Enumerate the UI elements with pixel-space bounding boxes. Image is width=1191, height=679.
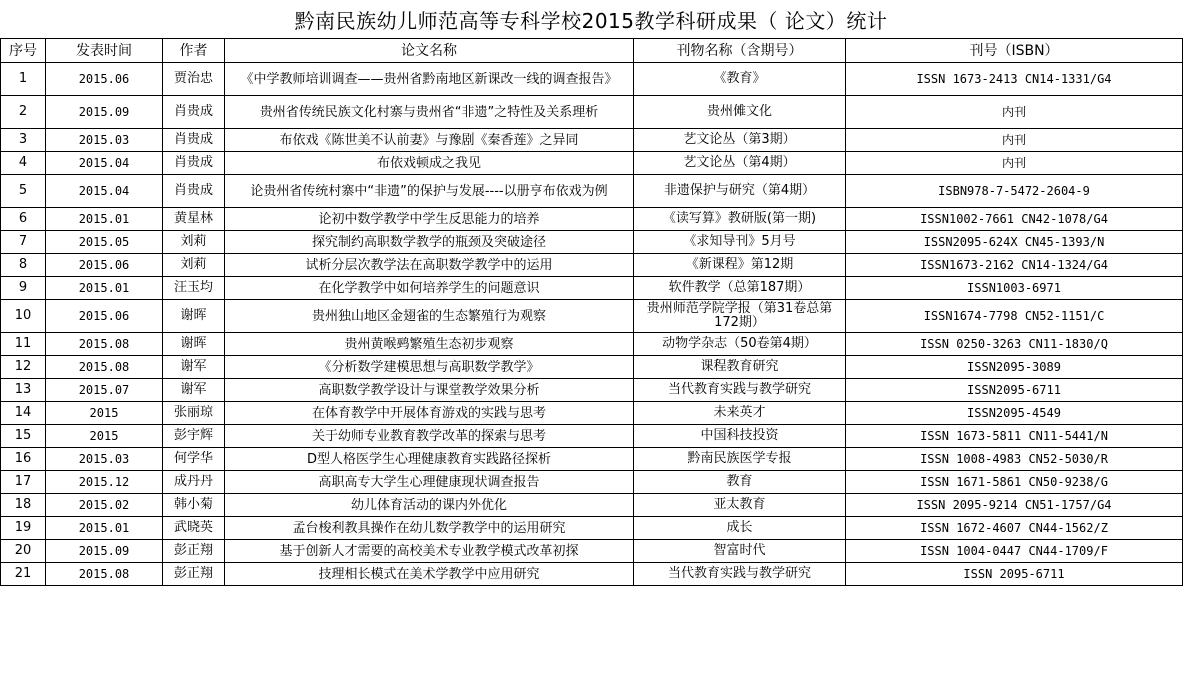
cell-journal[interactable]: 艺文论丛（第4期） bbox=[634, 152, 846, 175]
cell-journal[interactable]: 亚太教育 bbox=[634, 494, 846, 517]
cell-no[interactable]: 16 bbox=[1, 448, 46, 471]
cell-date[interactable]: 2015.09 bbox=[46, 96, 163, 129]
cell-author[interactable]: 刘莉 bbox=[163, 231, 225, 254]
cell-issn[interactable]: ISSN1674-7798 CN52-1151/C bbox=[846, 300, 1183, 333]
cell-paper[interactable]: 幼儿体育活动的课内外优化 bbox=[225, 494, 634, 517]
cell-issn[interactable]: ISSN 1673-2413 CN14-1331/G4 bbox=[846, 63, 1183, 96]
cell-journal[interactable]: 艺文论丛（第3期） bbox=[634, 129, 846, 152]
cell-author[interactable]: 肖贵成 bbox=[163, 175, 225, 208]
cell-issn[interactable]: ISSN 1671-5861 CN50-9238/G bbox=[846, 471, 1183, 494]
table-row bbox=[1, 208, 1183, 231]
cell-issn[interactable]: ISSN 1672-4607 CN44-1562/Z bbox=[846, 517, 1183, 540]
cell-no[interactable]: 8 bbox=[1, 254, 46, 277]
cell-date[interactable]: 2015.04 bbox=[46, 175, 163, 208]
table-row bbox=[1, 129, 1183, 152]
cell-journal[interactable]: 智富时代 bbox=[634, 540, 846, 563]
cell-paper[interactable]: 试析分层次教学法在高职数学教学中的运用 bbox=[225, 254, 634, 277]
cell-date[interactable]: 2015.06 bbox=[46, 254, 163, 277]
cell-paper[interactable]: 《分析数学建模思想与高职数学教学》 bbox=[225, 356, 634, 379]
table-row bbox=[1, 356, 1183, 379]
cell-no[interactable]: 17 bbox=[1, 471, 46, 494]
cell-no[interactable]: 1 bbox=[1, 63, 46, 96]
cell-journal[interactable]: 《新课程》第12期 bbox=[634, 254, 846, 277]
cell-journal[interactable]: 贵州傩文化 bbox=[634, 96, 846, 129]
cell-author[interactable]: 韩小菊 bbox=[163, 494, 225, 517]
table-row bbox=[1, 379, 1183, 402]
header-no[interactable]: 序号 bbox=[1, 39, 46, 63]
cell-journal[interactable]: 《求知导刊》5月号 bbox=[634, 231, 846, 254]
cell-journal[interactable]: 黔南民族医学专报 bbox=[634, 448, 846, 471]
cell-issn[interactable]: ISSN 0250-3263 CN11-1830/Q bbox=[846, 333, 1183, 356]
cell-no[interactable]: 20 bbox=[1, 540, 46, 563]
cell-issn[interactable]: ISSN1673-2162 CN14-1324/G4 bbox=[846, 254, 1183, 277]
cell-author[interactable]: 黄星林 bbox=[163, 208, 225, 231]
cell-no[interactable]: 15 bbox=[1, 425, 46, 448]
cell-issn[interactable]: ISSN 1004-0447 CN44-1709/F bbox=[846, 540, 1183, 563]
table-row bbox=[1, 254, 1183, 277]
table-header-row bbox=[1, 39, 1183, 63]
cell-date[interactable]: 2015.12 bbox=[46, 471, 163, 494]
cell-paper[interactable]: 贵州独山地区金翅雀的生态繁殖行为观察 bbox=[225, 300, 634, 333]
table-row bbox=[1, 517, 1183, 540]
cell-journal[interactable]: 课程教育研究 bbox=[634, 356, 846, 379]
cell-date[interactable]: 2015.09 bbox=[46, 540, 163, 563]
cell-no[interactable]: 6 bbox=[1, 208, 46, 231]
sheet-title: 黔南民族幼儿师范高等专科学校2015教学科研成果（ 论文）统计 bbox=[294, 8, 888, 33]
cell-paper[interactable]: 孟台梭利教具操作在幼儿数学教学中的运用研究 bbox=[225, 517, 634, 540]
table-row bbox=[1, 563, 1183, 586]
table-row bbox=[1, 333, 1183, 356]
cell-author[interactable]: 肖贵成 bbox=[163, 152, 225, 175]
table-row bbox=[1, 175, 1183, 208]
papers-table bbox=[0, 38, 1183, 586]
cell-no[interactable]: 9 bbox=[1, 277, 46, 300]
cell-date[interactable]: 2015.04 bbox=[46, 152, 163, 175]
cell-no[interactable]: 5 bbox=[1, 175, 46, 208]
table-row bbox=[1, 63, 1183, 96]
cell-issn[interactable]: ISSN2095-624X CN45-1393/N bbox=[846, 231, 1183, 254]
table-row bbox=[1, 540, 1183, 563]
cell-journal[interactable]: 《教育》 bbox=[634, 63, 846, 96]
cell-date[interactable]: 2015.06 bbox=[46, 63, 163, 96]
cell-date[interactable]: 2015.05 bbox=[46, 231, 163, 254]
table-row bbox=[1, 277, 1183, 300]
cell-author[interactable]: 肖贵成 bbox=[163, 96, 225, 129]
cell-no[interactable]: 2 bbox=[1, 96, 46, 129]
table-row bbox=[1, 96, 1183, 129]
cell-paper[interactable]: 《中学教师培训调查——贵州省黔南地区新课改一线的调查报告》 bbox=[225, 63, 634, 96]
cell-no[interactable]: 13 bbox=[1, 379, 46, 402]
cell-date[interactable]: 2015.01 bbox=[46, 517, 163, 540]
cell-date[interactable]: 2015 bbox=[46, 425, 163, 448]
cell-no[interactable]: 19 bbox=[1, 517, 46, 540]
header-journal[interactable]: 刊物名称（含期号） bbox=[634, 39, 846, 63]
cell-author[interactable]: 谢晖 bbox=[163, 300, 225, 333]
cell-paper[interactable]: 技理相长模式在美术学教学中应用研究 bbox=[225, 563, 634, 586]
cell-author[interactable]: 谢晖 bbox=[163, 333, 225, 356]
cell-no[interactable]: 21 bbox=[1, 563, 46, 586]
cell-author[interactable]: 谢军 bbox=[163, 379, 225, 402]
cell-issn[interactable]: 内刊 bbox=[846, 129, 1183, 152]
table-row bbox=[1, 152, 1183, 175]
cell-paper[interactable]: 高职数学教学设计与课堂教学效果分析 bbox=[225, 379, 634, 402]
cell-paper[interactable]: 关于幼师专业教育教学改革的探索与思考 bbox=[225, 425, 634, 448]
cell-author[interactable]: 谢军 bbox=[163, 356, 225, 379]
cell-issn[interactable]: 内刊 bbox=[846, 152, 1183, 175]
cell-author[interactable]: 贾治忠 bbox=[163, 63, 225, 96]
cell-journal[interactable]: 《读写算》教研版(第一期) bbox=[634, 208, 846, 231]
cell-date[interactable]: 2015.03 bbox=[46, 129, 163, 152]
cell-no[interactable]: 7 bbox=[1, 231, 46, 254]
cell-no[interactable]: 12 bbox=[1, 356, 46, 379]
cell-author[interactable]: 汪玉均 bbox=[163, 277, 225, 300]
cell-no[interactable]: 18 bbox=[1, 494, 46, 517]
table-row bbox=[1, 300, 1183, 333]
cell-author[interactable]: 彭正翔 bbox=[163, 563, 225, 586]
cell-author[interactable]: 张丽琼 bbox=[163, 402, 225, 425]
cell-paper[interactable]: 在化学教学中如何培养学生的问题意识 bbox=[225, 277, 634, 300]
cell-paper[interactable]: D型人格医学生心理健康教育实践路径探析 bbox=[225, 448, 634, 471]
cell-author[interactable]: 刘莉 bbox=[163, 254, 225, 277]
cell-paper[interactable]: 布依戏顿成之我见 bbox=[225, 152, 634, 175]
cell-no[interactable]: 14 bbox=[1, 402, 46, 425]
cell-journal[interactable]: 成长 bbox=[634, 517, 846, 540]
header-issn[interactable]: 刊号（ISBN） bbox=[846, 39, 1183, 63]
cell-paper[interactable]: 在体育教学中开展体育游戏的实践与思考 bbox=[225, 402, 634, 425]
cell-date[interactable]: 2015 bbox=[46, 402, 163, 425]
table-row bbox=[1, 402, 1183, 425]
table-row bbox=[1, 231, 1183, 254]
cell-date[interactable]: 2015.01 bbox=[46, 208, 163, 231]
cell-paper[interactable]: 论贵州省传统村寨中“非遗”的保护与发展----以册亨布依戏为例 bbox=[225, 175, 634, 208]
cell-issn[interactable]: ISSN2095-3089 bbox=[846, 356, 1183, 379]
table-row bbox=[1, 471, 1183, 494]
cell-date[interactable]: 2015.08 bbox=[46, 333, 163, 356]
table-row bbox=[1, 448, 1183, 471]
cell-issn[interactable]: ISSN2095-4549 bbox=[846, 402, 1183, 425]
header-date[interactable]: 发表时间 bbox=[46, 39, 163, 63]
table-row bbox=[1, 425, 1183, 448]
cell-paper[interactable]: 布依戏《陈世美不认前妻》与豫剧《秦香莲》之异同 bbox=[225, 129, 634, 152]
cell-paper[interactable]: 贵州黄喉鹀繁殖生态初步观察 bbox=[225, 333, 634, 356]
cell-no[interactable]: 10 bbox=[1, 300, 46, 333]
cell-journal[interactable]: 动物学杂志（50卷第4期） bbox=[634, 333, 846, 356]
cell-date[interactable]: 2015.02 bbox=[46, 494, 163, 517]
cell-issn[interactable]: ISSN 2095-9214 CN51-1757/G4 bbox=[846, 494, 1183, 517]
cell-journal[interactable]: 非遗保护与研究（第4期） bbox=[634, 175, 846, 208]
cell-no[interactable]: 11 bbox=[1, 333, 46, 356]
cell-paper[interactable]: 贵州省传统民族文化村寨与贵州省“非遗”之特性及关系理析 bbox=[225, 96, 634, 129]
cell-date[interactable]: 2015.03 bbox=[46, 448, 163, 471]
cell-date[interactable]: 2015.08 bbox=[46, 356, 163, 379]
cell-author[interactable]: 何学华 bbox=[163, 448, 225, 471]
header-author[interactable]: 作者 bbox=[163, 39, 225, 63]
cell-issn[interactable]: ISSN2095-6711 bbox=[846, 379, 1183, 402]
cell-journal[interactable]: 中国科技投资 bbox=[634, 425, 846, 448]
cell-journal[interactable]: 贵州师范学院学报（第31卷总第172期） bbox=[634, 300, 846, 333]
cell-issn[interactable]: ISBN978-7-5472-2604-9 bbox=[846, 175, 1183, 208]
cell-date[interactable]: 2015.01 bbox=[46, 277, 163, 300]
table-row bbox=[1, 494, 1183, 517]
cell-paper[interactable]: 高职高专大学生心理健康现状调查报告 bbox=[225, 471, 634, 494]
cell-author[interactable]: 彭宇辉 bbox=[163, 425, 225, 448]
cell-journal[interactable]: 未来英才 bbox=[634, 402, 846, 425]
cell-issn[interactable]: ISSN 1673-5811 CN11-5441/N bbox=[846, 425, 1183, 448]
cell-date[interactable]: 2015.06 bbox=[46, 300, 163, 333]
cell-journal[interactable]: 软件教学（总第187期） bbox=[634, 277, 846, 300]
cell-issn[interactable]: ISSN 2095-6711 bbox=[846, 563, 1183, 586]
cell-author[interactable]: 彭正翔 bbox=[163, 540, 225, 563]
cell-paper[interactable]: 论初中数学教学中学生反思能力的培养 bbox=[225, 208, 634, 231]
cell-author[interactable]: 肖贵成 bbox=[163, 129, 225, 152]
header-paper[interactable]: 论文名称 bbox=[225, 39, 634, 63]
cell-no[interactable]: 3 bbox=[1, 129, 46, 152]
cell-issn[interactable]: 内刊 bbox=[846, 96, 1183, 129]
cell-paper[interactable]: 基于创新人才需要的高校美术专业教学模式改革初探 bbox=[225, 540, 634, 563]
cell-journal[interactable]: 当代教育实践与教学研究 bbox=[634, 379, 846, 402]
cell-date[interactable]: 2015.07 bbox=[46, 379, 163, 402]
cell-journal[interactable]: 教育 bbox=[634, 471, 846, 494]
cell-issn[interactable]: ISSN1003-6971 bbox=[846, 277, 1183, 300]
cell-no[interactable]: 4 bbox=[1, 152, 46, 175]
cell-issn[interactable]: ISSN 1008-4983 CN52-5030/R bbox=[846, 448, 1183, 471]
cell-author[interactable]: 成丹丹 bbox=[163, 471, 225, 494]
cell-author[interactable]: 武晓英 bbox=[163, 517, 225, 540]
cell-journal[interactable]: 当代教育实践与教学研究 bbox=[634, 563, 846, 586]
cell-date[interactable]: 2015.08 bbox=[46, 563, 163, 586]
cell-issn[interactable]: ISSN1002-7661 CN42-1078/G4 bbox=[846, 208, 1183, 231]
cell-paper[interactable]: 探究制约高职数学教学的瓶颈及突破途径 bbox=[225, 231, 634, 254]
